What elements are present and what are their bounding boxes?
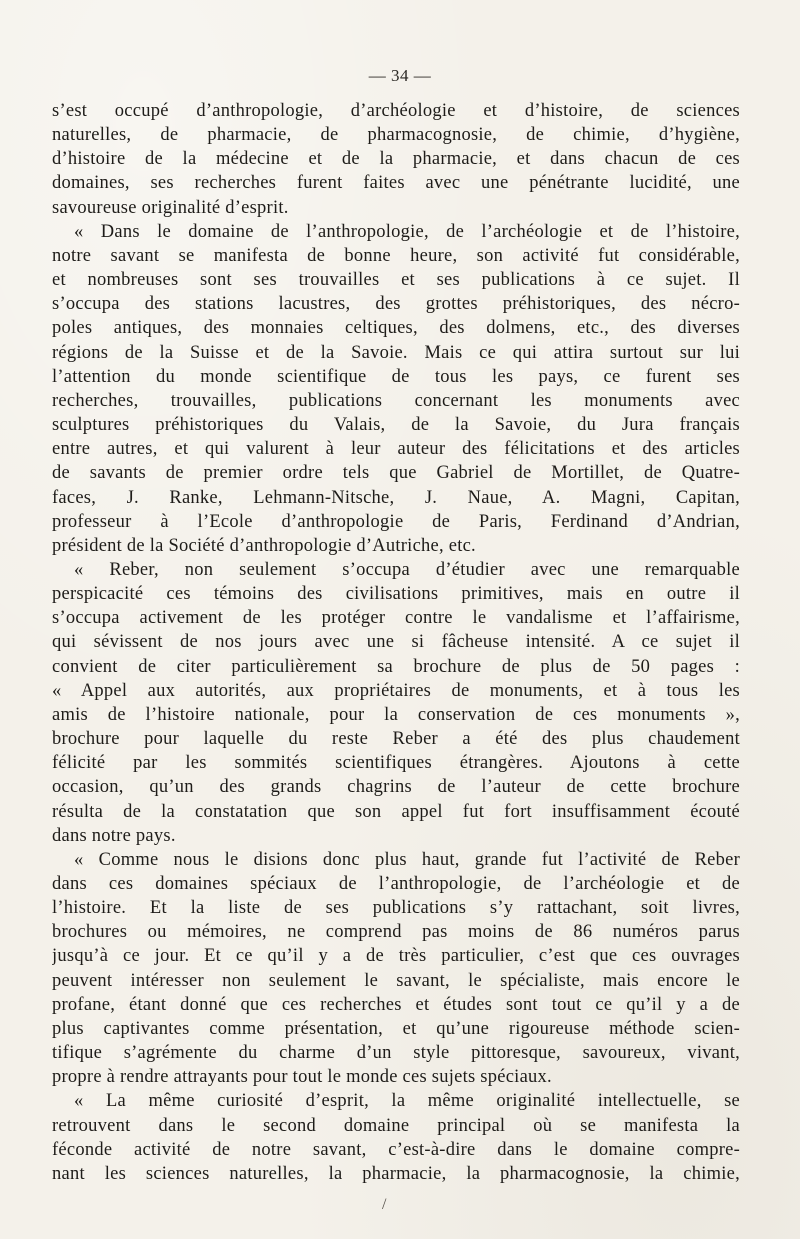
text-line: « Reber, non seulement s’occupa d’étudier avec une remarquable — [74, 559, 740, 580]
text-line: félicité par les sommités scientifiques étrangères. Ajoutons à cette — [52, 753, 740, 774]
text-line: et nombreuses sont ses trouvailles et ses publications à ce sujet. Il — [52, 270, 740, 291]
text-line: professeur à l’Ecole d’anthropologie de Paris, Ferdinand d’Andrian, — [52, 511, 740, 532]
text-line: domaines, ses recherches furent faites avec une pénétrante lucidité, une — [52, 173, 740, 194]
text-line: l’histoire. Et la liste de ses publications s’y rattachant, soit livres, — [52, 898, 740, 919]
text-line: peuvent intéresser non seulement le savant, le spécialiste, mais encore le — [52, 970, 740, 991]
text-line: dans ces domaines spéciaux de l’anthropologie, de l’archéologie et de — [52, 874, 740, 894]
text-line: l’attention du monde scientifique de tous les pays, ce furent ses — [52, 366, 740, 387]
text-line: « Appel aux autorités, aux propriétaires de monuments, et à tous les — [52, 680, 740, 701]
text-line: savoureuse originalité d’esprit. — [52, 197, 289, 218]
text-line: retrouvent dans le second domaine principal où se manifesta la — [52, 1115, 740, 1136]
text-line: convient de citer particulièrement sa brochure de plus de 50 pages : — [52, 656, 740, 677]
text-line: président de la Société d’anthropologie d’Autriche, etc. — [52, 535, 476, 556]
text-line: résulta de la constatation que son appel fut fort insuffisamment écouté — [52, 801, 740, 822]
text-line: occasion, qu’un des grands chagrins de l’auteur de cette brochure — [52, 777, 740, 798]
text-line: naturelles, de pharmacie, de pharmacognosie, de chimie, d’hygiène, — [52, 125, 740, 146]
text-line: poles antiques, des monnaies celtiques, des dolmens, etc., des diverses — [52, 318, 740, 339]
text-line: s’occupa activement de les protéger contre le vandalisme et l’affairisme, — [52, 608, 740, 629]
paragraph — [52, 220, 740, 558]
text-line: s’occupa des stations lacustres, des grottes préhistoriques, des nécro- — [52, 294, 740, 315]
text-line: entre autres, et qui valurent à leur auteur des félicitations et des articles — [52, 439, 740, 460]
text-line: plus captivantes comme présentation, et qu’une rigoureuse méthode scien- — [52, 1018, 740, 1039]
text-line: propre à rendre attrayants pour tout le monde ces sujets spéciaux. — [52, 1067, 552, 1088]
text-line: perspicacité ces témoins des civilisations primitives, mais en outre il — [52, 584, 740, 605]
text-line: profane, étant donné que ces recherches et études sont tout ce qu’il y a de — [52, 994, 740, 1015]
paragraph — [52, 99, 740, 220]
page-number: — 34 — — [368, 66, 432, 85]
text-line: dans notre pays. — [52, 825, 176, 846]
text-line: « Comme nous le disions donc plus haut, grande fut l’activité de Reber — [74, 849, 740, 870]
paragraph — [52, 1089, 740, 1186]
text-line: brochure pour laquelle du reste Reber a été des plus chaudement — [52, 729, 740, 750]
text-line: nant les sciences naturelles, la pharmacie, la pharmacognosie, la chimie, — [52, 1163, 740, 1184]
text-line: sculptures préhistoriques du Valais, de la Savoie, du Jura français — [52, 415, 740, 436]
text-line: s’est occupé d’anthropologie, d’archéologie et d’histoire, de sciences — [52, 101, 740, 121]
text-line: notre savant se manifesta de bonne heure, son activité fut considérable, — [52, 245, 740, 266]
text-line: recherches, trouvailles, publications concernant les monuments avec — [52, 390, 740, 411]
text-line: « La même curiosité d’esprit, la même originalité intellectuelle, se — [74, 1091, 740, 1112]
text-line: féconde activité de notre savant, c’est-à-dire dans le domaine compre- — [52, 1139, 740, 1160]
paragraph — [52, 558, 740, 848]
text-line: régions de la Suisse et de la Savoie. Mais ce qui attira surtout sur lui — [52, 342, 740, 363]
text-line: jusqu’à ce jour. Et ce qu’il y a de très particulier, c’est que ces ouvrages — [52, 946, 740, 967]
stray-mark: / — [382, 1196, 387, 1213]
text-line: de savants de premier ordre tels que Gabriel de Mortillet, de Quatre- — [52, 463, 740, 484]
body-text — [52, 99, 740, 1186]
text-line: « Dans le domaine de l’anthropologie, de l’archéologie et de l’histoire, — [74, 221, 740, 242]
text-line: tifique s’agrémente du charme d’un style pittoresque, savoureux, vivant, — [52, 1043, 740, 1064]
text-line: brochures ou mémoires, ne comprend pas moins de 86 numéros parus — [52, 922, 740, 943]
text-line: faces, J. Ranke, Lehmann-Nitsche, J. Naue, A. Magni, Capitan, — [52, 487, 740, 508]
text-line: amis de l’histoire nationale, pour la conservation de ces monuments », — [52, 704, 740, 725]
paragraph — [52, 848, 740, 1090]
text-line: d’histoire de la médecine et de la pharmacie, et dans chacun de ces — [52, 149, 740, 170]
text-line: qui sévissent de nos jours avec une si fâcheuse intensité. A ce sujet il — [52, 632, 740, 653]
